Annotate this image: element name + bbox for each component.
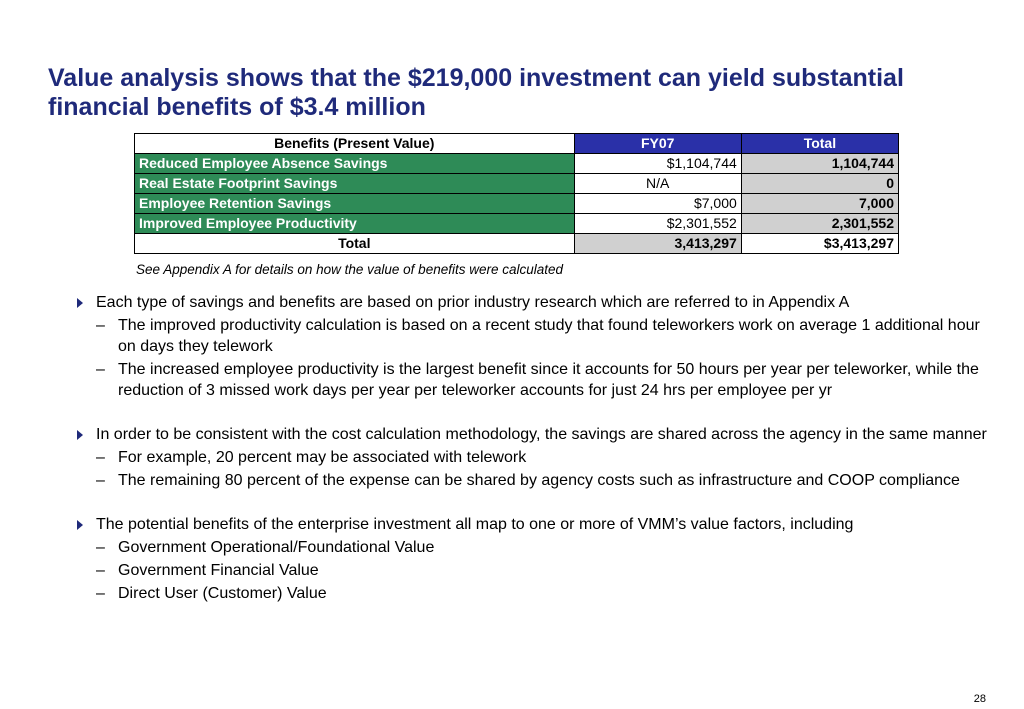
dash-bullet-icon: – xyxy=(96,361,105,378)
sub-bullet-text: Direct User (Customer) Value xyxy=(118,585,327,602)
row-total: 2,301,552 xyxy=(741,214,898,234)
sub-bullet-text: The improved productivity calculation is based on a recent study that found teleworkers work on average 1 additional hour on days they telework xyxy=(118,317,980,355)
bullet-text: Each type of savings and benefits are based on prior industry research which are referred to in Appendix A xyxy=(96,294,850,311)
header-fy07: FY07 xyxy=(574,134,741,154)
table-footnote: See Appendix A for details on how the value of benefits were calculated xyxy=(136,262,564,277)
row-total: 7,000 xyxy=(741,194,898,214)
total-label: Total xyxy=(135,234,575,254)
dash-bullet-icon: – xyxy=(96,449,105,466)
benefits-table xyxy=(134,133,899,254)
row-fy07: N/A xyxy=(574,174,741,194)
total-fy07: 3,413,297 xyxy=(574,234,741,254)
row-fy07: $2,301,552 xyxy=(574,214,741,234)
header-total: Total xyxy=(741,134,898,154)
sub-bullet-item xyxy=(74,359,994,401)
dash-bullet-icon: – xyxy=(96,562,105,579)
sub-bullet-item xyxy=(74,560,994,581)
row-label: Improved Employee Productivity xyxy=(135,214,575,234)
bullet-text: In order to be consistent with the cost calculation methodology, the savings are shared across the agency in the same manner xyxy=(96,426,987,443)
bullet-item xyxy=(74,514,994,535)
table-row xyxy=(135,214,899,234)
sub-bullet-text: For example, 20 percent may be associated with telework xyxy=(118,449,527,466)
row-label: Reduced Employee Absence Savings xyxy=(135,154,575,174)
row-fy07: $1,104,744 xyxy=(574,154,741,174)
row-label: Employee Retention Savings xyxy=(135,194,575,214)
header-benefits: Benefits (Present Value) xyxy=(135,134,575,154)
slide-title: Value analysis shows that the $219,000 investment can yield substantial financial benefits of $3.4 million xyxy=(48,64,904,121)
sub-bullet-text: The remaining 80 percent of the expense can be shared by agency costs such as infrastructure and COOP compliance xyxy=(118,472,960,489)
sub-bullet-item xyxy=(74,447,994,468)
sub-bullet-item xyxy=(74,537,994,558)
row-label: Real Estate Footprint Savings xyxy=(135,174,575,194)
bullet-item xyxy=(74,292,994,313)
bullet-text: The potential benefits of the enterprise investment all map to one or more of VMM’s value factors, including xyxy=(96,516,854,533)
triangle-bullet-icon xyxy=(77,430,83,440)
row-fy07: $7,000 xyxy=(574,194,741,214)
bullet-list xyxy=(74,292,994,604)
sub-bullet-text: The increased employee productivity is the largest benefit since it accounts for 50 hours per year per teleworker, while the reduction of 3 missed work days per year per teleworker accounts for just 24 hrs per employee per yr xyxy=(118,361,979,399)
triangle-bullet-icon xyxy=(77,298,83,308)
sub-bullet-text: Government Operational/Foundational Value xyxy=(118,539,435,556)
table-header-row xyxy=(135,134,899,154)
sub-bullet-item xyxy=(74,315,994,357)
table-row xyxy=(135,154,899,174)
bullet-item xyxy=(74,424,994,445)
table-row xyxy=(135,174,899,194)
page-number: 28 xyxy=(973,693,986,705)
total-total: $3,413,297 xyxy=(741,234,898,254)
triangle-bullet-icon xyxy=(77,520,83,530)
sub-bullet-item xyxy=(74,470,994,491)
sub-bullet-item xyxy=(74,583,994,604)
sub-bullet-text: Government Financial Value xyxy=(118,562,319,579)
dash-bullet-icon: – xyxy=(96,585,105,602)
dash-bullet-icon: – xyxy=(96,472,105,489)
dash-bullet-icon: – xyxy=(96,539,105,556)
row-total: 1,104,744 xyxy=(741,154,898,174)
row-total: 0 xyxy=(741,174,898,194)
table-total-row xyxy=(135,234,899,254)
dash-bullet-icon: – xyxy=(96,317,105,334)
table-row xyxy=(135,194,899,214)
